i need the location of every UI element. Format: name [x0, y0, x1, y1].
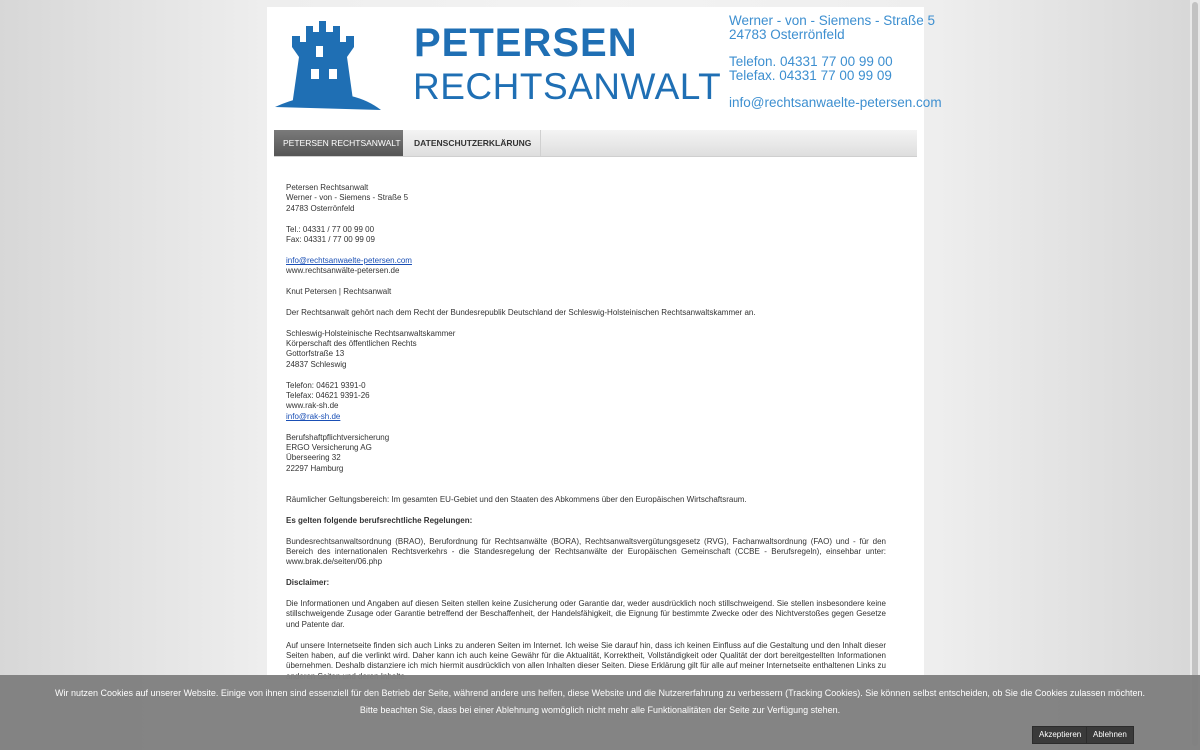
cookie-decline-button[interactable]: Ablehnen — [1086, 726, 1134, 744]
chamber-contact — [286, 381, 886, 423]
main-nav — [274, 130, 917, 157]
brand-name: PETERSEN — [414, 21, 638, 65]
rules-text: Bundesrechtsanwaltsordnung (BRAO), Berufordnung für Rechtsanwälte (BORA), Rechtsanwaltsvergütungsgesetz (RVG), Fachanwaltsordnung (FAO) und - für den Bereich des internationalen Rechtsverkehrs - die Standesregelung der Rechtsanwälte der Europäischen Gemeinschaft (CCBE - Berufsregeln), einsehbar unter: www.brak.de/seiten/06.php — [286, 536, 886, 567]
disclaimer-heading — [286, 578, 886, 588]
address-line: Petersen Rechtsanwalt — [286, 183, 369, 192]
fax-text: Fax: 04331 / 77 00 99 09 — [286, 235, 375, 245]
scope-text: Räumlicher Geltungsbereich: Im gesamten EU-Gebiet und den Staaten des Abkommens über den Europäischen Wirtschaftsraum. — [286, 495, 747, 505]
phone-block — [286, 225, 886, 246]
imprint-content — [286, 183, 886, 693]
cookie-accept-button[interactable]: Akzeptieren — [1032, 726, 1088, 744]
tel-text: Tel.: 04331 / 77 00 99 00 — [286, 224, 375, 234]
address-line: 24783 Osterrönfeld — [286, 203, 355, 213]
nav-item-petersen-rechtsanwalt[interactable]: PETERSEN RECHTSANWALT — [274, 130, 403, 156]
website-text: www.rechtsanwälte-petersen.de — [286, 266, 400, 276]
person-text: Knut Petersen | Rechtsanwalt — [286, 287, 392, 297]
chamber-fax: Telefax: 04621 9391-26 — [286, 391, 370, 401]
insurance-block — [286, 433, 886, 475]
header-street: Werner - von - Siemens - Straße 5 — [729, 13, 936, 28]
cookie-banner — [0, 675, 1200, 750]
insurance-line: ERGO Versicherung AG — [286, 443, 372, 453]
header-phone: Telefon. 04331 77 00 99 00 — [729, 54, 893, 69]
insurance-line: Berufshaftpflichtversicherung — [286, 432, 390, 442]
rules-heading — [286, 516, 886, 526]
links-text: Auf unsere Internetseite finden sich auch Links zu anderen Seiten im Internet. Ich weise Sie darauf hin, dass ich keinen Einfluss auf die Gestaltung und den Inhalt dieser Seiten haben, auf die verlinkt wird. Daher kann ich auch keine Gewähr für die Aktualität, Korrektheit, Vollständigkeit oder Qualität der dort bereitgestellten Informationen übernehmen. Deshalb distanziere ich mich hiermit ausdrücklich von allen Inhalten dieser Seiten. Diese Erklärung gilt für alle auf meiner Internetseite enthaltenen Links zu — [286, 640, 886, 671]
chamber-line: 24837 Schleswig — [286, 359, 347, 369]
cookie-line-2: Bitte beachten Sie, dass bei einer Ablehnung womöglich nicht mehr alle Funktionalitäten der Seite zur Verfügung stehen. — [359, 705, 841, 715]
scrollbar-thumb[interactable] — [1192, 2, 1198, 746]
cookie-text — [0, 675, 1200, 719]
chamber-line: Gottorfstraße 13 — [286, 349, 345, 359]
insurance-line: Überseering 32 — [286, 453, 341, 463]
castle-tower-logo-icon — [273, 14, 383, 110]
insurance-line: 22297 Hamburg — [286, 463, 344, 473]
disclaimer-heading-text: Disclaimer: — [286, 578, 330, 588]
chamber-line: Schleswig-Holsteinische Rechtsanwaltskammer — [286, 328, 456, 338]
page-scrollbar[interactable] — [1190, 0, 1200, 750]
cookie-line-1: Wir nutzen Cookies auf unserer Website. Einige von ihnen sind essenziell für den Betrieb der Seite, während andere uns helfen, diese Website und die Nutzererfahrung zu verbessern (Tracking Cookies). Sie können selbst entscheiden, ob Sie die Cookies zulassen möchten. — [55, 688, 1145, 698]
rules-heading-text: Es gelten folgende berufsrechtliche Regelungen: — [286, 515, 473, 525]
web-block — [286, 256, 886, 277]
email-link[interactable]: info@rechtsanwaelte-petersen.com — [286, 255, 412, 265]
chamber-line: Körperschaft des öffentlichen Rechts — [286, 339, 417, 349]
page-container — [267, 7, 942, 750]
address-block — [286, 183, 886, 214]
header-fax: Telefax. 04331 77 00 99 09 — [729, 68, 892, 83]
header-city: 24783 Osterrönfeld — [729, 27, 845, 42]
disclaimer-text: Die Informationen und Angaben auf diesen Seiten stellen keine Zusicherung oder Garantie dar, weder ausdrücklich noch stillschweigend. Sie stellen insbesondere keine stillschweigende Zusage oder Garantie betreffend der Beschaffenheit, der Handelsfähigkeit, die Eignung für bestimmte Zwecke oder des Nichtverstoßes gegen Gesetze und Patente dar. — [286, 599, 886, 629]
chamber-phone: Telefon: 04621 9391-0 — [286, 380, 366, 390]
chamber-address — [286, 329, 886, 371]
chamber-web: www.rak-sh.de — [286, 401, 339, 411]
brand-subtitle: RECHTSANWALT — [413, 66, 722, 107]
address-line: Werner - von - Siemens - Straße 5 — [286, 193, 409, 203]
chamber-email-link[interactable]: info@rak-sh.de — [286, 411, 341, 421]
site-header — [267, 7, 942, 127]
header-email[interactable]: info@rechtsanwaelte-petersen.com — [729, 95, 942, 110]
nav-item-datenschutz[interactable]: DATENSCHUTZERKLÄRUNG — [405, 130, 541, 156]
membership-text: Der Rechtsanwalt gehört nach dem Recht der Bundesrepublik Deutschland der Schleswig-Holsteinischen Rechtsanwaltskammer an. — [286, 307, 756, 317]
